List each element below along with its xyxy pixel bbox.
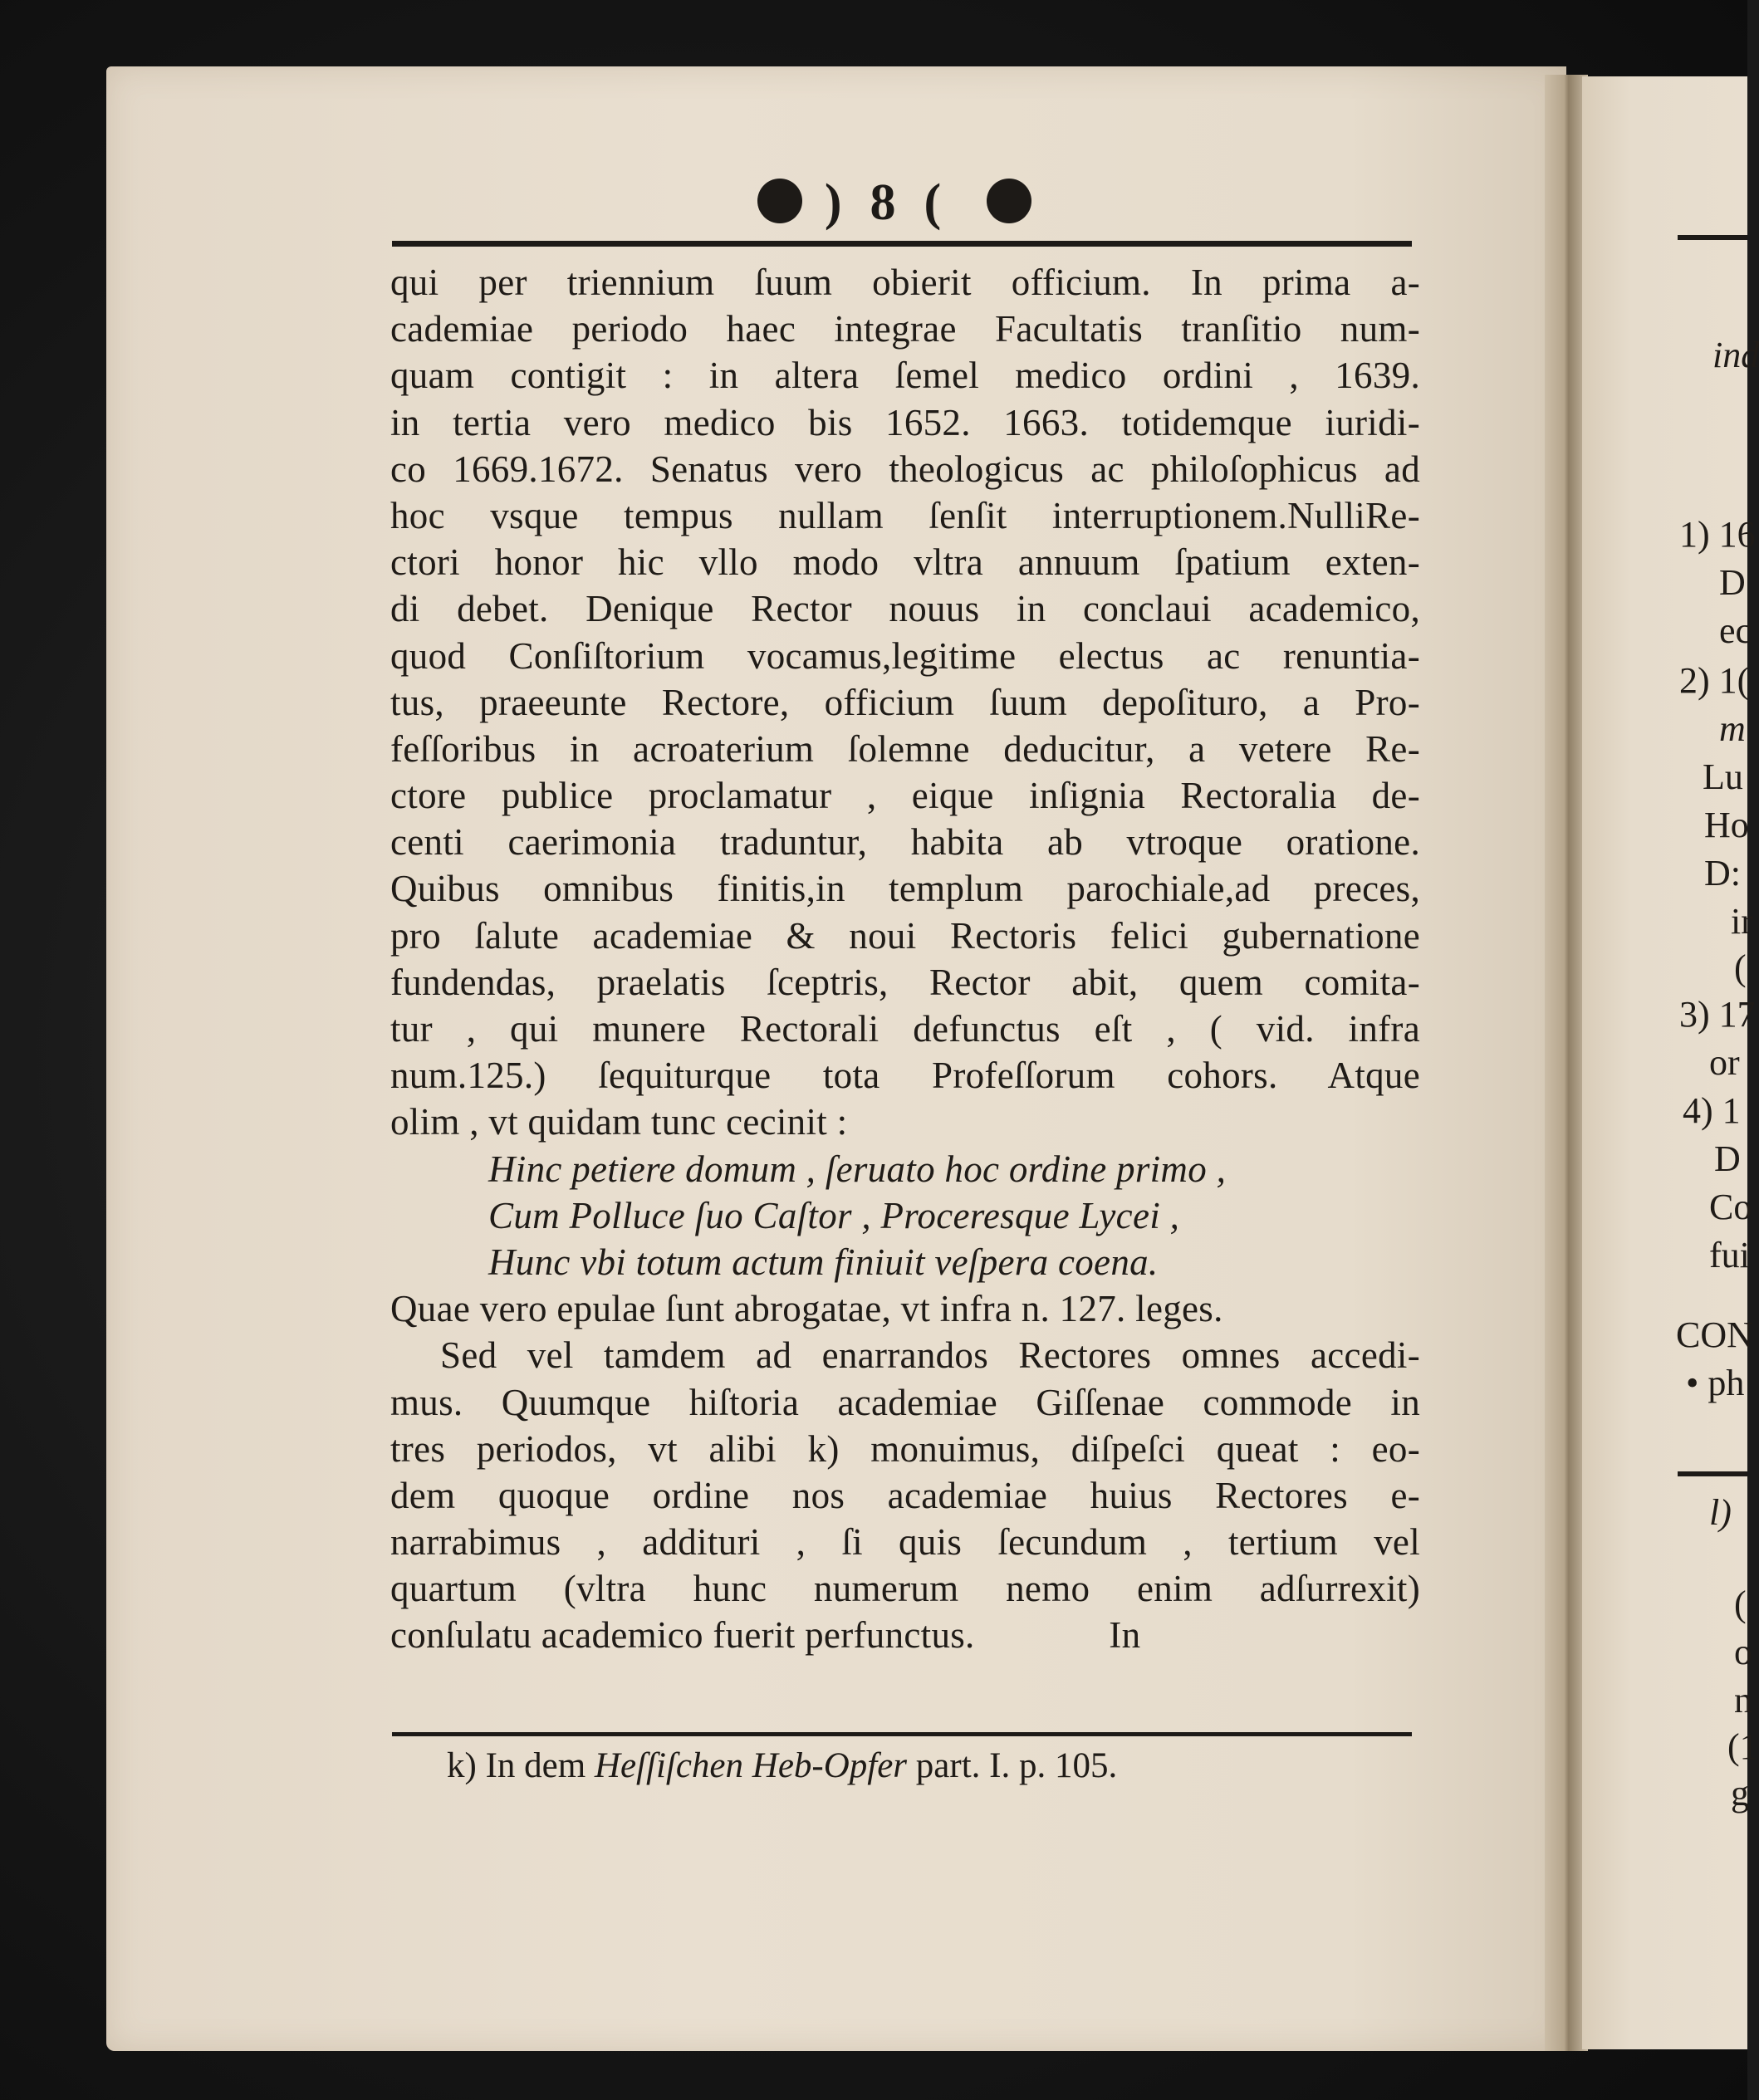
text-line: centi caerimonia traduntur, habita ab vtroque oratione. (390, 821, 1420, 864)
text-line: qui per triennium ſuum obierit officium. In prima a- (390, 262, 1420, 303)
footnote (447, 1745, 1117, 1786)
text-line: quartum (vltra hunc numerum nemo enim adſurrexit) (390, 1568, 1420, 1610)
text-line: quod Conſiſtorium vocamus,legitime electus ac renuntia- (390, 634, 1420, 677)
right-page-fragment: m (1719, 708, 1746, 749)
right-page-fragment: ( (1734, 1584, 1747, 1624)
text-line: tur , qui munere Rectorali defunctus eſt , ( vid. infra (390, 1008, 1420, 1050)
text-line: Quae vero epulae ſunt abrogatae, vt infra n. 127. leges. (390, 1288, 1223, 1330)
right-page-fragment: fui (1709, 1235, 1750, 1275)
text-line: fundendas, praelatis ſceptris, Rector abit, quem comita- (390, 961, 1420, 1003)
text-line: Sed vel tamdem ad enarrandos Rectores omnes accedi- (440, 1334, 1420, 1377)
page-header (399, 170, 1395, 245)
right-page-fragment: • ph (1686, 1363, 1745, 1403)
text-line: pro ſalute academiae & noui Rectoris felici gubernatione (390, 914, 1420, 957)
footnote-reference: part. I. p. 105. (915, 1746, 1118, 1785)
verse-line: Hunc vbi totum actum finiuit veſpera coena. (488, 1241, 1159, 1283)
text-line: quam contigit : in altera ſemel medico ordini , 1639. (390, 355, 1420, 397)
footnote-marker: k) In dem (447, 1746, 586, 1785)
text-line: tus, praeeunte Rectore, officium ſuum depoſituro, a Pro- (390, 681, 1420, 723)
verse-line: Hinc petiere domum , ſeruato hoc ordine primo , (488, 1148, 1227, 1190)
text-line: num.125.) ſequiturque tota Profeſſorum cohors. Atque (390, 1055, 1420, 1097)
right-page-fragment: Co (1709, 1187, 1752, 1227)
verse-line: Cum Polluce ſuo Caſtor , Proceresque Lycei , (488, 1194, 1180, 1236)
text-line: ctori honor hic vllo modo vltra annuum ſpatium exten- (390, 541, 1420, 584)
right-page-fragment: CON (1676, 1314, 1753, 1355)
text-line: hoc vsque tempus nullam ſenſit interruptionem.NulliRe- (390, 494, 1420, 536)
ornament-right-icon (987, 179, 1031, 223)
text-line: ctore publice proclamatur , eique inſignia Rectoralia de- (390, 775, 1420, 817)
main-text (390, 259, 1420, 1659)
text-line: feſſoribus in acroaterium ſolemne deducitur, a vetere Re- (390, 727, 1420, 770)
text-line: in tertia vero medico bis 1652. 1663. totidemque iuridi- (390, 401, 1420, 443)
right-page-fragment: ir (1731, 901, 1753, 942)
header-rule (392, 241, 1412, 247)
text-line: co 1669.1672. Senatus vero theologicus ac philoſophicus ad (390, 448, 1420, 490)
right-page-fragment: n (1734, 1680, 1752, 1721)
page-number: )8( (824, 174, 970, 231)
text-line: tres periodos, vt alibi k) monuimus, diſpeſci queat : eo- (390, 1427, 1420, 1470)
right-page-fragment: 1) 16 (1679, 514, 1756, 555)
right-page-fragment: l) (1709, 1492, 1732, 1533)
right-page-footnote-rule (1678, 1471, 1747, 1476)
right-page-fragment: or (1709, 1042, 1740, 1083)
right-page-fragment: D: (1704, 853, 1741, 893)
right-page-fragment: ( (1734, 947, 1747, 988)
text-line: di debet. Denique Rector nouus in conclaui academico, (390, 588, 1420, 630)
right-page-fragment: o (1734, 1632, 1752, 1672)
right-page-fragment: Lu (1703, 756, 1743, 797)
footnote-title: Heſſiſchen Heb-Opfer (594, 1746, 908, 1785)
right-page-fragment: (1 (1727, 1726, 1758, 1767)
text-line: conſulatu academico fuerit perfunctus. In (390, 1614, 1141, 1657)
text-line: narrabimus , addituri , ſi quis ſecundum , tertium vel (390, 1521, 1420, 1564)
right-page-fragment: 4) 1 (1683, 1090, 1741, 1131)
text-line: cademiae periodo haec integrae Facultatis tranſitio num- (390, 308, 1420, 350)
footnote-rule (392, 1732, 1412, 1736)
right-page-fragment: ind (1712, 335, 1759, 375)
right-page-fragment: 3) 17 (1679, 994, 1756, 1035)
right-page-fragment: 2) 1( (1679, 660, 1750, 701)
text-line: mus. Quumque hiſtoria academiae Giſſenae commode in (390, 1381, 1420, 1423)
right-page-fragment: ec (1719, 610, 1752, 651)
right-page-header-rule (1678, 235, 1747, 240)
right-page-fragment: g (1731, 1773, 1749, 1814)
text-line: olim , vt quidam tunc cecinit : (390, 1101, 848, 1143)
right-page-fragment: Ho (1704, 805, 1749, 845)
text-line: Quibus omnibus finitis,in templum parochiale,ad preces, (390, 868, 1420, 910)
right-page-fragment: D (1714, 1138, 1741, 1179)
right-page-fragment: D (1719, 562, 1746, 603)
text-line: dem quoque ordine nos academiae huius Rectores e- (390, 1474, 1420, 1516)
